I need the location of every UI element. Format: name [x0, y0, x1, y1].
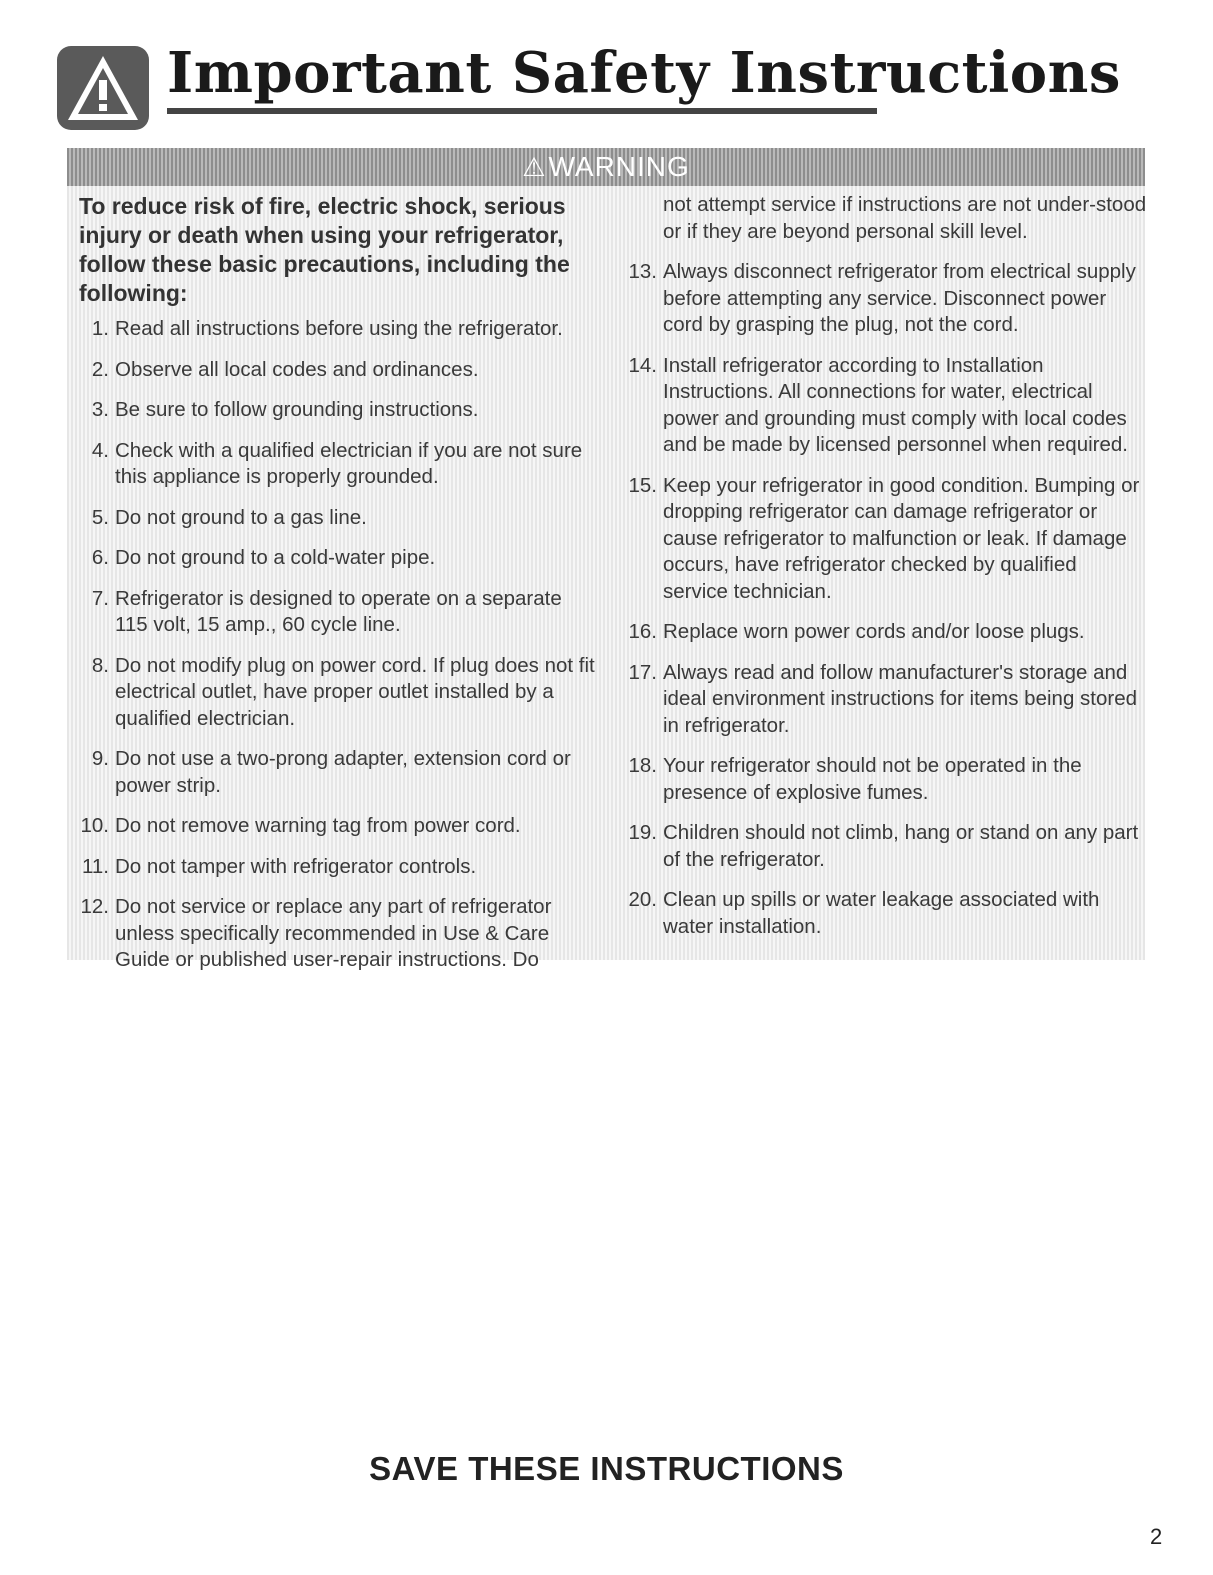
list-item — [627, 619, 1147, 646]
item-text: Children should not climb, hang or stand on any part of the refrigerator. — [663, 821, 1139, 871]
warning-symbol-icon: ⚠ — [522, 152, 547, 182]
item-text: Replace worn power cords and/or loose plugs. — [663, 620, 1085, 643]
item-text: Do not ground to a cold-water pipe. — [115, 546, 436, 569]
left-list — [79, 316, 599, 974]
list-item — [79, 653, 599, 733]
list-item — [79, 438, 599, 491]
list-item — [627, 887, 1147, 940]
warning-banner — [67, 148, 1145, 186]
list-item — [79, 505, 599, 532]
item-text: Always disconnect refrigerator from electrical supply before attempting any service. Disconnect power cord by grasping the plug, not the cord. — [663, 260, 1136, 336]
page-title: Important Safety Instructions — [167, 40, 1121, 106]
item-text: Observe all local codes and ordinances. — [115, 357, 479, 381]
item-number: 17. — [628, 660, 657, 684]
item-number: 3. — [91, 398, 109, 421]
title-underline — [167, 108, 877, 114]
warning-text: WARNING — [548, 151, 690, 182]
list-item — [79, 397, 599, 424]
item-number: 2. — [91, 357, 109, 381]
item-text: Check with a qualified electrician if you are not sure this appliance is properly grounded. — [115, 438, 583, 488]
item-number: 16. — [628, 620, 657, 643]
item-number: 7. — [91, 586, 109, 610]
item-number: 19. — [628, 821, 657, 844]
warning-box — [67, 148, 1147, 971]
list-item — [627, 753, 1147, 806]
item-text: Always read and follow manufacturer's storage and ideal environment instructions for items being stored in refrigerator. — [663, 660, 1138, 737]
list-item — [79, 316, 599, 343]
left-column — [79, 192, 599, 988]
warning-triangle-icon — [57, 46, 149, 130]
list-item — [627, 259, 1147, 339]
item-number: 20. — [628, 888, 657, 911]
item-text: Do not modify plug on power cord. If plug does not fit electrical outlet, have proper outlet installed by a qualified electrician. — [115, 653, 595, 730]
item-number: 1. — [91, 317, 109, 340]
item-number: 10. — [80, 814, 109, 837]
list-item — [79, 894, 599, 974]
warning-intro: To reduce risk of fire, electric shock, serious injury or death when using your refrigerator, follow these basic precautions, including the following: — [79, 193, 570, 306]
save-instructions-heading: SAVE THESE INSTRUCTIONS — [369, 1450, 844, 1487]
item-text: Be sure to follow grounding instructions. — [115, 398, 479, 421]
item-number: 9. — [91, 747, 109, 770]
item-12-continuation: not attempt service if instructions are not under-stood or if they are beyond personal skill level. — [663, 193, 1147, 243]
item-number: 4. — [91, 438, 109, 462]
warning-label — [67, 151, 1145, 183]
item-number: 12. — [80, 895, 109, 918]
item-text: Do not remove warning tag from power cord. — [115, 814, 521, 837]
list-item — [79, 545, 599, 572]
list-item — [79, 357, 599, 384]
list-item — [627, 820, 1147, 873]
item-text: Install refrigerator according to Installation Instructions. All connections for water, electrical power and grounding must comply with local codes and be made by licensed personnel when required. — [663, 353, 1128, 456]
item-text: Refrigerator is designed to operate on a separate 115 volt, 15 amp., 60 cycle line. — [115, 586, 562, 636]
item-text: Read all instructions before using the refrigerator. — [115, 317, 563, 340]
item-number: 6. — [91, 546, 109, 569]
list-item — [79, 746, 599, 799]
list-item — [627, 353, 1147, 459]
right-list — [627, 259, 1147, 940]
item-text: Do not use a two-prong adapter, extension cord or power strip. — [115, 747, 571, 797]
item-text: Do not ground to a gas line. — [115, 505, 367, 529]
list-item — [627, 473, 1147, 606]
item-text: Do not tamper with refrigerator controls. — [115, 854, 477, 878]
item-text: Your refrigerator should not be operated in the presence of explosive fumes. — [663, 754, 1082, 804]
item-number: 11. — [82, 854, 109, 878]
item-number: 18. — [628, 754, 657, 777]
list-item — [627, 660, 1147, 740]
item-number: 15. — [628, 473, 657, 497]
item-number: 13. — [628, 260, 657, 283]
page-header — [57, 38, 1121, 124]
item-number: 5. — [91, 505, 109, 529]
page-number: 2 — [1150, 1524, 1163, 1549]
item-text: Keep your refrigerator in good condition. Bumping or dropping refrigerator can damage refrigerator or cause refrigerator to malfunction or leak. If damage occurs, have refrigerator checked by qualified service technician. — [663, 473, 1140, 603]
list-item — [79, 813, 599, 840]
item-text: Do not service or replace any part of refrigerator unless specifically recommended in Use & Care Guide or published user-repair instructions. Do — [115, 895, 552, 971]
list-item — [79, 586, 599, 639]
list-item — [79, 854, 599, 881]
right-column — [627, 192, 1147, 954]
item-number: 8. — [91, 653, 109, 677]
item-number: 14. — [628, 353, 657, 377]
item-text: Clean up spills or water leakage associated with water installation. — [663, 888, 1100, 938]
